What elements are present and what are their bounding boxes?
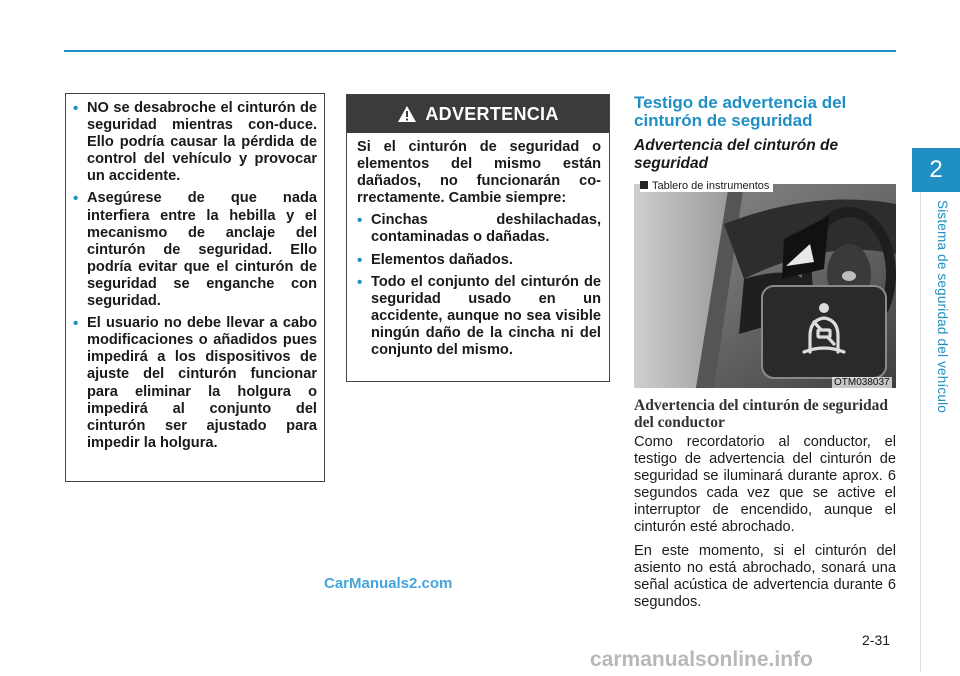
section-subheading: Advertencia del cinturón de seguridad (634, 137, 839, 172)
square-bullet-icon (640, 181, 648, 189)
driver-heading: Advertencia del cinturón de seguridad del conductor (634, 397, 889, 431)
bullet-icon: • (357, 251, 363, 269)
warning-box (346, 94, 610, 382)
figure-code: OTM038037 (834, 377, 890, 388)
list-item: • Todo el conjunto del cinturón de seguridad usado en un accidente, aunque no sea visible ningún daño de la cincha ni del conjunto del mismo. (357, 273, 601, 359)
list-item: • Cinchas deshilachadas, contaminadas o dañadas. (357, 212, 601, 246)
side-divider (920, 192, 921, 672)
warning-intro: Si el cinturón de seguridad o elementos del mismo están dañados, no funcionarán co-rrectamente. Cambie siempre: (357, 139, 601, 207)
bullet-icon: • (73, 190, 79, 208)
list-item: • NO se desabroche el cinturón de seguridad mientras con-duce. Ello podría causar la pérdida de control del vehículo y provocar un accidente. (73, 100, 317, 185)
warning-header (347, 95, 609, 133)
footer-watermark: carmanualsonline.info (590, 648, 813, 671)
bullet-icon: • (73, 315, 79, 333)
caution-box (65, 93, 325, 482)
chapter-number: 2 (929, 156, 943, 183)
chapter-tab[interactable] (912, 148, 960, 192)
paragraph: En este momento, si el cinturón del asiento no está abrochado, sonará una señal acústica de advertencia durante 6 segundos. (634, 543, 896, 611)
paragraph: Como recordatorio al conductor, el testigo de advertencia del cinturón de seguridad se iluminará durante aprox. 6 segundos cada vez que se active el interruptor de encendido, aunque el cinturón esté abrochado. (634, 434, 896, 536)
watermark-link[interactable]: CarManuals2.com (324, 575, 453, 592)
chapter-title: Sistema de seguridad del vehículo (935, 200, 950, 413)
dashboard-seatbelt-figure (634, 184, 896, 388)
top-rule (64, 50, 896, 52)
bullet-icon: • (357, 212, 363, 230)
list-item: • Asegúrese de que nada interfiera entre la hebilla y el mecanismo de anclaje del cinturón de seguridad. Ello podría evitar que el cinturón de seguridad se enganche con seguridad. (73, 190, 317, 310)
figure-label: Tablero de instrumentos (640, 180, 773, 192)
list-item: • Elementos dañados. (357, 251, 513, 269)
page-number: 2-31 (862, 632, 891, 648)
bullet-icon: • (73, 100, 79, 117)
list-item: • El usuario no debe llevar a cabo modificaciones o añadidos pues impedirá a los dispositivos de ajuste del cinturón funcionar para eliminar la holgura o impedirá al conjunto del cinturón ser ajustado para impedir la holgura. (73, 315, 317, 451)
warning-triangle-icon (397, 105, 417, 123)
warning-title: ADVERTENCIA (425, 103, 559, 124)
section-heading: Testigo de advertencia del cinturón de seguridad (634, 93, 847, 130)
bullet-icon: • (357, 273, 363, 291)
